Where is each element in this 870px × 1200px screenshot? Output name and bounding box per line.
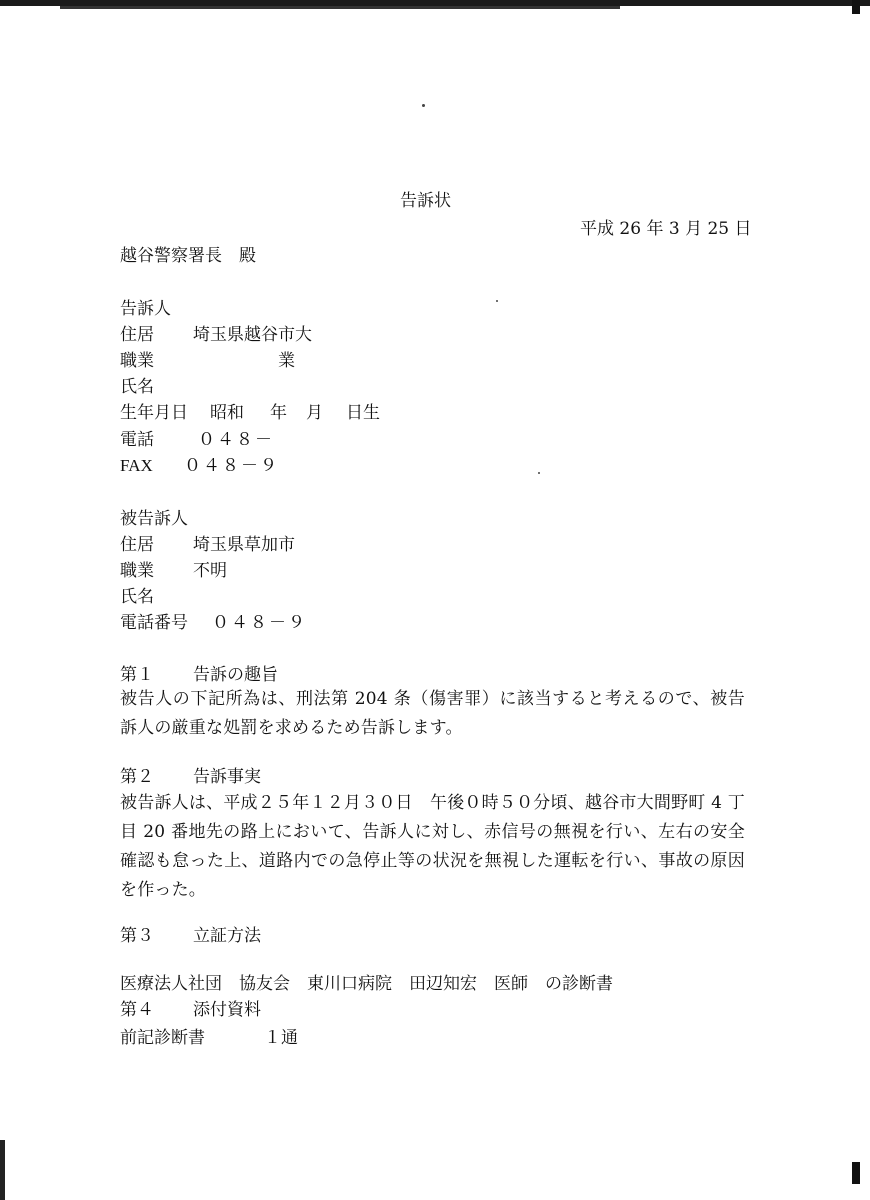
section-1-title: 告訴の趣旨 — [193, 665, 278, 685]
complainant-name-label: 氏名 — [120, 377, 154, 397]
accused-phone: ０４８－９ — [212, 613, 307, 633]
section-3-number: 第３ — [120, 926, 154, 946]
accused-occupation: 不明 — [193, 561, 227, 581]
complainant-birth-month: 月 — [306, 403, 323, 423]
section-2-number: 第２ — [120, 767, 154, 787]
scan-edge-bottom-left — [0, 1140, 5, 1200]
scan-speck — [496, 300, 498, 302]
accused-heading: 被告訴人 — [120, 509, 188, 529]
section-4-title: 添付資料 — [193, 1000, 261, 1020]
accused-name-label: 氏名 — [120, 587, 154, 607]
complainant-birth-year: 年 — [270, 403, 287, 423]
scan-speck — [422, 104, 425, 107]
complainant-occupation: 業 — [278, 351, 295, 371]
section-2-body: 被告訴人は、平成２５年１２月３０日 午後０時５０分頃、越谷市大間野町 4 丁目 20 番地先の路上において、告訴人に対し、赤信号の無視を行い、左右の安全確認も怠った上、道路内での急停止等の状況を無視した運転を行い、事故の原因を作った。 — [120, 793, 745, 900]
complainant-birth-day: 日生 — [346, 403, 380, 423]
complainant-phone: ０４８－ — [198, 430, 274, 450]
section-4-number: 第４ — [120, 1000, 154, 1020]
complainant-birth-label: 生年月日 — [120, 403, 188, 423]
attachment-count: １通 — [264, 1028, 298, 1048]
scan-edge-top-right — [852, 0, 860, 14]
accused-address-label: 住居 — [120, 535, 154, 555]
complainant-address-label: 住居 — [120, 325, 154, 345]
scan-edge-bottom-right — [852, 1162, 860, 1184]
section-1-body: 被告人の下記所為は、刑法第 204 条（傷害罪）に該当すると考えるので、被告訴人の厳重な処罰を求めるため告訴します。 — [120, 689, 745, 738]
complainant-occupation-label: 職業 — [120, 351, 154, 371]
complainant-heading: 告訴人 — [120, 299, 171, 319]
document-title: 告訴状 — [400, 191, 451, 211]
section-3-body: 医療法人社団 協友会 東川口病院 田辺知宏 医師 の診断書 — [120, 974, 613, 994]
complainant-fax-label: FAX — [120, 456, 153, 475]
attachment-item: 前記診断書 — [120, 1028, 205, 1048]
document-date: 平成 26 年 3 月 25 日 — [580, 219, 752, 239]
section-3-title: 立証方法 — [193, 926, 261, 946]
addressee: 越谷警察署長 殿 — [120, 246, 256, 266]
complainant-address: 埼玉県越谷市大 — [193, 325, 312, 345]
accused-phone-label: 電話番号 — [120, 613, 188, 633]
scan-speck — [538, 472, 540, 474]
accused-occupation-label: 職業 — [120, 561, 154, 581]
accused-address: 埼玉県草加市 — [193, 535, 295, 555]
complainant-phone-label: 電話 — [120, 430, 154, 450]
section-1-number: 第１ — [120, 665, 154, 685]
scan-edge-top-shadow — [60, 6, 620, 9]
complainant-fax: ０４８－９ — [184, 456, 279, 476]
complainant-birth-era: 昭和 — [210, 403, 244, 423]
section-2-title: 告訴事実 — [193, 767, 261, 787]
